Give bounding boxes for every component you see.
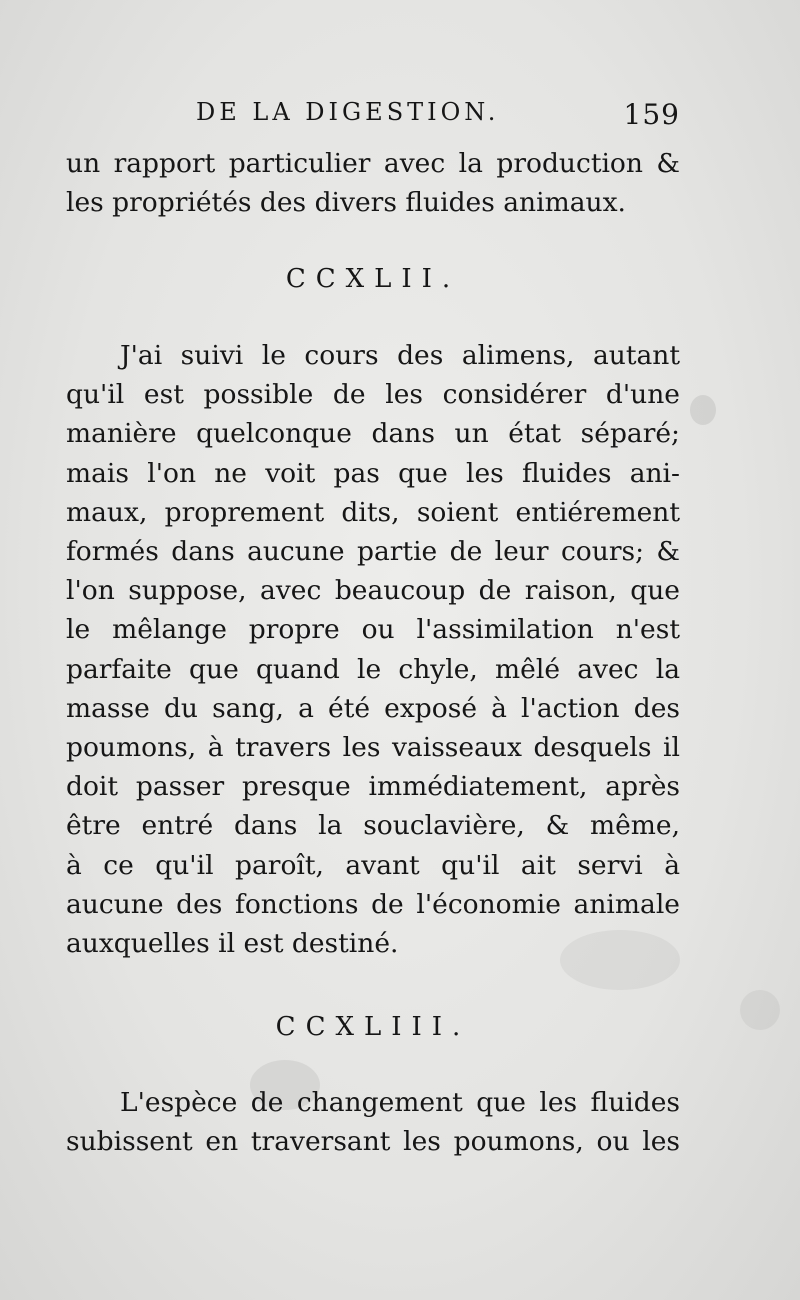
text-line: être entré dans la souclavière, & même, bbox=[66, 810, 680, 842]
section-heading: CCXLII. bbox=[285, 264, 461, 294]
text-line: mais l'on ne voit pas que les fluides ani- bbox=[66, 457, 680, 489]
text-line: parfaite que quand le chyle, mêlé avec la bbox=[66, 653, 680, 685]
paragraph-main bbox=[66, 336, 680, 963]
text-line: un rapport particulier avec la production & bbox=[66, 148, 680, 179]
text-line: masse du sang, a été exposé à l'action des bbox=[66, 692, 680, 724]
running-title: DE LA DIGESTION. bbox=[196, 98, 500, 126]
text-line: les propriétés des divers fluides animaux. bbox=[66, 187, 626, 219]
text-line: qu'il est possible de les considérer d'une bbox=[66, 379, 680, 411]
text-line: auxquelles il est destiné. bbox=[66, 928, 399, 960]
text-line: subissent en traversant les poumons, ou les bbox=[66, 1126, 680, 1158]
text-line: aucune des fonctions de l'économie animale bbox=[66, 888, 680, 920]
text-line: maux, proprement dits, soient entiérement bbox=[66, 496, 680, 528]
paragraph-continuation bbox=[66, 144, 680, 222]
page-number: 159 bbox=[623, 98, 680, 131]
text-line: l'on suppose, avec beaucoup de raison, que bbox=[66, 575, 680, 607]
text-line: doit passer presque immédiatement, après bbox=[66, 771, 680, 803]
text-line: le mêlange propre ou l'assimilation n'est bbox=[66, 614, 680, 646]
text-line: manière quelconque dans un état séparé; bbox=[66, 418, 680, 450]
text-line: formés dans aucune partie de leur cours; & bbox=[66, 536, 680, 568]
section-heading: CCXLIII. bbox=[275, 1012, 471, 1042]
text-line: J'ai suivi le cours des alimens, autant bbox=[120, 340, 680, 371]
text-line: à ce qu'il paroît, avant qu'il ait servi à bbox=[66, 849, 680, 881]
text-line: poumons, à travers les vaisseaux desquels il bbox=[66, 732, 680, 764]
running-header bbox=[66, 98, 680, 142]
text-line: L'espèce de changement que les fluides bbox=[120, 1087, 680, 1118]
paragraph-next bbox=[66, 1083, 680, 1161]
